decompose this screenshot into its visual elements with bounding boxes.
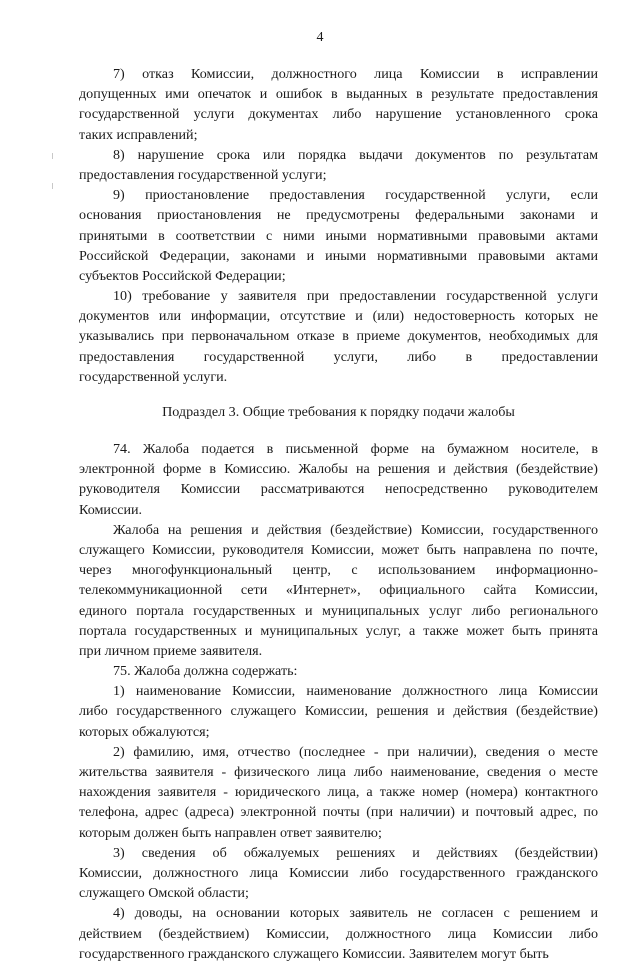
text-line: основания приостановления не предусмотрены федеральными законами и [79,207,598,224]
text-line: единого портала государственных и муниципальных услуг либо регионального [79,602,598,619]
paragraph-para-75-3 [79,843,598,904]
paragraph-para-75-4 [79,903,598,964]
margin-mark [52,183,53,189]
text-line: государственной услуги. [79,368,228,385]
text-line: документов или информации, отсутствие и (или) недостоверность которых не [79,308,598,325]
text-line: предоставления государственной услуги, либо в предоставлении [79,348,598,365]
text-line: допущенных ими опечаток и ошибок в выданных в результате предоставления [79,86,598,103]
text-line: через многофункциональный центр, с использованием информационно- [79,562,598,579]
text-line: нахождения заявителя - юридического лица, а также номер (номера) контактного [79,784,598,801]
text-line: указывались при первоначальном отказе в приеме документов, необходимых для [79,328,598,345]
text-line: 74. Жалоба подается в письменной форме на бумажном носителе, в [113,441,598,457]
text-line: Российской Федерации, законами и иными нормативными правовыми актами [79,247,598,264]
text-line: государственной услуги документах либо нарушение установленного срока [79,106,598,123]
text-line: 3) сведения об обжалуемых решениях и действиях (бездействии) [113,844,598,861]
text-line: Жалоба на решения и действия (бездействие) Комиссии, государственного [113,521,598,538]
text-line: руководителя Комиссии рассматриваются непосредственно руководителем [79,481,598,498]
paragraph-para-75 [79,661,598,681]
paragraphs-bottom [79,439,598,964]
paragraph-item-8 [79,145,598,185]
text-line: Комиссии, должностного лица Комиссии либо государственного гражданского [79,864,598,881]
paragraph-item-10 [79,286,598,387]
text-line: служащего Комиссии, руководителя Комиссии, может быть направлена по почте, [79,541,598,558]
document-body [79,64,598,964]
paragraph-item-9 [79,185,598,286]
paragraph-item-7 [79,64,598,145]
text-line: которых обжалуются; [79,723,210,740]
text-line: 2) фамилию, имя, отчество (последнее - при наличии), сведения о месте [113,743,598,760]
text-line: электронной форме в Комиссию. Жалобы на решения и действия (бездействие) [79,461,598,478]
text-line: 10) требование у заявителя при предоставлении государственной услуги [113,288,598,305]
subsection-heading: Подраздел 3. Общие требования к порядку подачи жалобы [162,404,515,420]
paragraph-para-75-1 [79,681,598,742]
text-line: Комиссии. [79,501,143,518]
text-line: 7) отказ Комиссии, должностного лица Комиссии в исправлении [113,66,598,82]
text-line: 75. Жалоба должна содержать: [113,663,298,680]
text-line: субъектов Российской Федерации; [79,267,286,284]
text-line: которым должен быть направлен ответ заявителю; [79,824,382,841]
text-line: 8) нарушение срока или порядка выдачи документов по результатам [113,146,598,163]
paragraphs-top [79,64,598,387]
text-line: при личном приеме заявителя. [79,642,263,659]
text-line: предоставления государственной услуги; [79,166,327,183]
text-line: портала государственных и муниципальных услуг, а также может быть принята [79,622,598,639]
text-line: принятыми в соответствии с ними иными нормативными правовыми актами [79,227,598,244]
text-line: телекоммуникационной сети «Интернет», официального сайта Комиссии, [79,582,598,599]
paragraph-para-74 [79,439,598,520]
paragraph-para-74-2 [79,520,598,661]
margin-mark [52,153,53,159]
text-line: 4) доводы, на основании которых заявитель не согласен с решением и [113,905,598,922]
text-line: служащего Омской области; [79,885,249,902]
text-line: 9) приостановление предоставления государственной услуги, если [113,187,598,204]
text-line: действием (бездействием) Комиссии, должностного лица Комиссии либо [79,925,598,942]
text-line: телефона, адрес (адреса) электронной почты (при наличии) и почтовый адрес, по [79,804,598,821]
text-line: 1) наименование Комиссии, наименование должностного лица Комиссии [113,683,598,700]
text-line: либо государственного служащего Комиссии, решения и действия (бездействие) [79,703,598,720]
page-number: 4 [316,30,324,45]
text-line: таких исправлений; [79,126,198,143]
text-line: государственного гражданского служащего Комиссии. Заявителем могут быть [79,945,549,962]
text-line: жительства заявителя - физического лица либо наименование, сведения о месте [79,764,598,780]
paragraph-para-75-2 [79,742,598,843]
